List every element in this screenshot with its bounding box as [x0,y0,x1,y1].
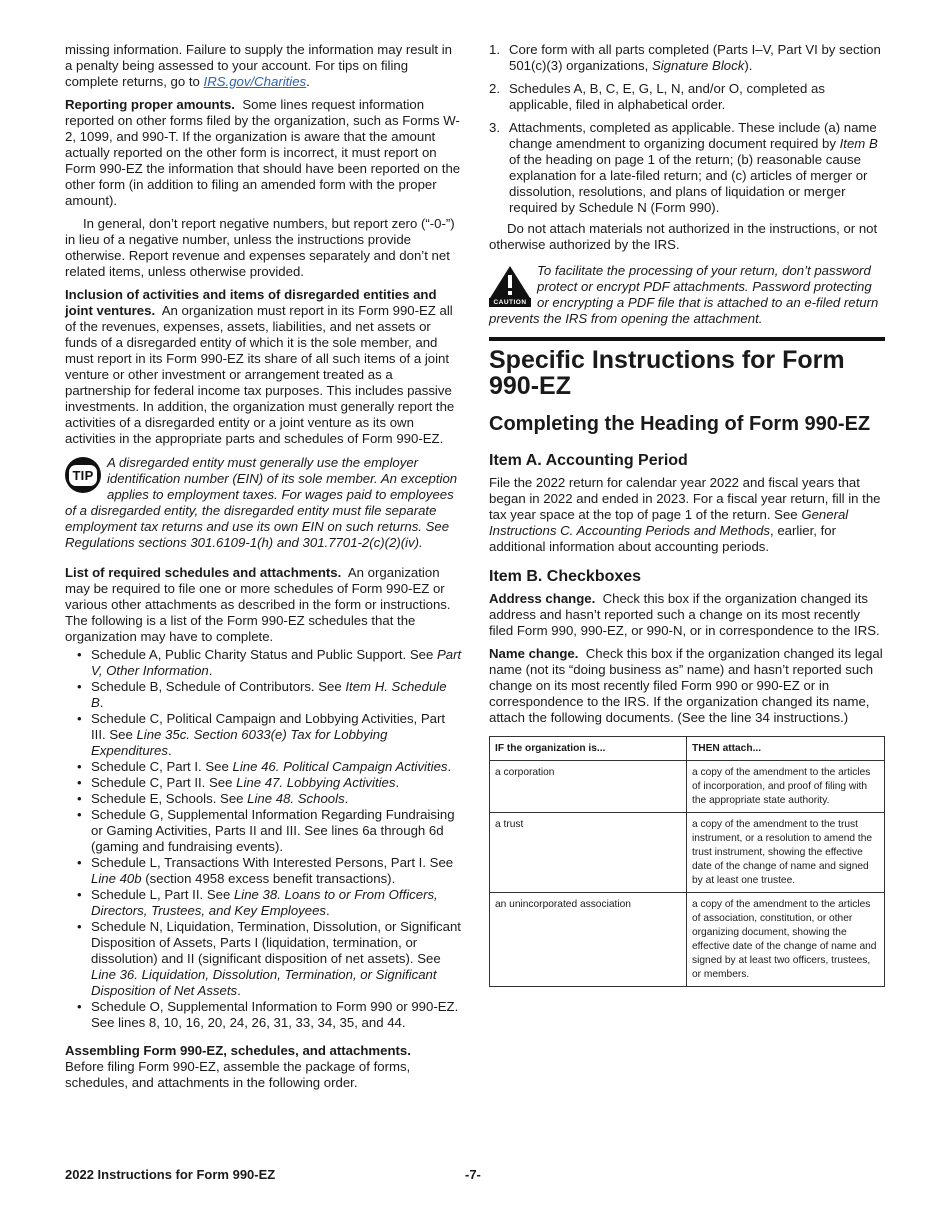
name-change-paragraph: Name change. Check this box if the organization changed its legal name (not its “doing business as” name) and hasn’t reported such change on its most recently filed Form 990 or 990-EZ or in correspondence to the IRS. If the organization changed its name, attach the following documents. (See the line 34 instructions.) [489,646,883,725]
address-change-paragraph: Address change. Check this box if the organization changed its address and hasn’t reported such a change on its most recently filed Form 990, 990-EZ, or 990-N, or in correspondence to the IRS. [489,591,880,638]
table-row [490,761,885,813]
list-item: 1. Core form with all parts completed (Parts I–V, Part VI by section 501(c)(3) organizations, Signature Block). [489,42,881,73]
intro-paragraph: missing information. Failure to supply the information may result in a penalty being assessed to your account. For tips on filing complete returns, go to IRS.gov/Charities. [65,42,452,89]
page-number: -7- [465,1167,481,1182]
negative-numbers-paragraph: In general, don’t report negative numbers, but report zero (“-0-”) in lieu of a negative number, unless the instructions provide otherwise. Report revenue and expenses separately and don’t net related items, unless otherwise provided. [65,216,455,279]
item-a-paragraph: File the 2022 return for calendar year 2022 and fiscal years that began in 2022 and ended in 2023. For a fiscal year return, fill in the tax year space at the top of page 1 of the return. See General Instructions C. Accounting Periods and Methods, earlier, for additional information about accounting periods. [489,475,881,554]
table-cell: a trust [490,813,687,893]
list-item: • Schedule C, Political Campaign and Lobbying Activities, Part III. See Line 35c. Section 6033(e) Tax for Lobbying Expenditures. [91,711,462,759]
tip-text: A disregarded entity must generally use the employer identification number (EIN) of its sole member. An exception applies to employment taxes. For wages paid to employees of a disregarded entity, the disregarded entity must file separate employment tax returns and use its own EIN on such returns. See Regulations sections 301.6109-1(h) and 301.7701-2(c)(2)(iv). [65,455,458,550]
tip-note [65,455,462,551]
list-item: • Schedule N, Liquidation, Termination, Dissolution, or Significant Disposition of Assets, Parts I (liquidation, termination, or dissolution) and II (significant disposition of net assets). See Line 36. Liquidation, Dissolution, Termination, or Significant Disposition of Net Assets. [91,919,462,999]
table-header-row [490,737,885,761]
sub-heading: Completing the Heading of Form 990-EZ [489,413,871,435]
filing-order-list [489,42,885,216]
item-b-heading: Item B. Checkboxes [489,568,642,585]
table-header-cell: IF the organization is... [490,737,687,761]
list-item: • Schedule L, Part II. See Line 38. Loans to or From Officers, Directors, Trustees, and Key Employees. [91,887,462,919]
table-cell: a copy of the amendment to the articles of incorporation, and proof of filing with the appropriate state authority. [687,761,885,813]
disregarded-entities-paragraph: Inclusion of activities and items of disregarded entities and joint ventures. An organization must report in its Form 990-EZ all of the revenues, expenses, assets, liabilities, and net assets or funds of a disregarded entity of which it is the sole member, and must report in its Form 990-EZ its share of all such items of a joint venture or other investment or arrangement treated as a partnership for federal income tax purposes. This includes passive investments. In addition, the organization must generally report the activities of a disregarded entity or a joint venture as its own activities in the appropriate parts and schedules of Form 990-EZ. [65,287,455,446]
list-item: 3. Attachments, completed as applicable. These include (a) name change amendment to organizing document required by Item B of the heading on page 1 of the return; (b) reasonable cause explanation for a late-filed return; and (c) articles of merger or dissolution, resolutions, and plans of liquidation or merger required by Schedule N (Form 990). [489,120,878,215]
reporting-amounts-heading: Reporting proper amounts. [65,97,235,112]
list-item: • Schedule O, Supplemental Information to Form 990 or 990-EZ. See lines 8, 10, 16, 20, 24, 26, 31, 33, 34, 35, and 44. [91,999,462,1031]
list-item: • Schedule C, Part I. See Line 46. Political Campaign Activities. [91,759,462,775]
assembling-heading: Assembling Form 990-EZ, schedules, and attachments. [65,1043,411,1058]
list-item: • Schedule G, Supplemental Information Regarding Fundraising or Gaming Activities, Parts II and III. See lines 6a through 6d (gaming and fundraising events). [91,807,462,855]
list-item: 2. Schedules A, B, C, E, G, L, N, and/or O, completed as applicable, filed in alphabetical order. [489,81,825,112]
table-cell: an unincorporated association [490,893,687,987]
main-heading: Specific Instructions for Form 990-EZ [489,346,845,400]
disregarded-entities-heading: Inclusion of activities and items of disregarded entities and joint ventures. [65,287,437,318]
right-column [489,42,885,987]
required-schedules-heading: List of required schedules and attachments. [65,565,342,580]
caution-icon: CAUTION [489,265,531,307]
required-schedules-paragraph: List of required schedules and attachments. An organization may be required to file one or more schedules of Form 990-EZ or various other attachments as described in the form or instructions. The following is a list of the Form 990-EZ schedules that the organization may have to complete. [65,565,451,644]
table-header-cell: THEN attach... [687,737,885,761]
footer-title: 2022 Instructions for Form 990-EZ [65,1167,276,1182]
do-not-attach-paragraph: Do not attach materials not authorized in the instructions, or not otherwise authorized by the IRS. [489,221,878,252]
schedules-list [65,647,462,1031]
assembling-paragraph: Assembling Form 990-EZ, schedules, and attachments. Before filing Form 990-EZ, assemble the package of forms, schedules, and attachments in the following order. [65,1043,411,1090]
reporting-amounts-paragraph: Reporting proper amounts. Some lines request information reported on other forms filed by the organization, such as Forms W-2, 1099, and 990-T. If the organization is aware that the amount actually reported on the other form is incorrect, it must report on Form 990-EZ the information that should have been reported on the other form (in addition to filing an amended form with the proper amount). [65,97,461,208]
irs-charities-link[interactable]: IRS.gov/Charities [203,74,307,89]
list-item: • Schedule C, Part II. See Line 47. Lobbying Activities. [91,775,462,791]
caution-text: To facilitate the processing of your return, don’t password protect or encrypt PDF attachments. Password protecting or encrypting a PDF file that is attached to an e-filed return prevents the IRS from opening the attachment. [489,263,879,326]
table-row [490,893,885,987]
left-column [65,42,462,1098]
name-change-attachments-table [489,736,885,987]
list-item: • Schedule A, Public Charity Status and Public Support. See Part V, Other Information. [91,647,462,679]
table-cell: a copy of the amendment to the articles of association, constitution, or other organizing document, showing the effective date of the change of name and signed by at least two officers, trustees, or members. [687,893,885,987]
section-rule [489,337,885,341]
list-item: • Schedule L, Transactions With Interested Persons, Part I. See Line 40b (section 4958 excess benefit transactions). [91,855,462,887]
caution-note [489,263,885,327]
table-row [490,813,885,893]
page-footer [65,1167,885,1183]
table-cell: a corporation [490,761,687,813]
tip-icon: TIP [65,457,101,493]
warning-triangle-icon [489,265,531,299]
item-a-heading: Item A. Accounting Period [489,452,688,469]
table-cell: a copy of the amendment to the trust instrument, or a resolution to amend the trust instrument, showing the effective date of the change of name and signed by at least one trustee. [687,813,885,893]
list-item: • Schedule B, Schedule of Contributors. See Item H. Schedule B. [91,679,462,711]
list-item: • Schedule E, Schools. See Line 48. Schools. [91,791,462,807]
